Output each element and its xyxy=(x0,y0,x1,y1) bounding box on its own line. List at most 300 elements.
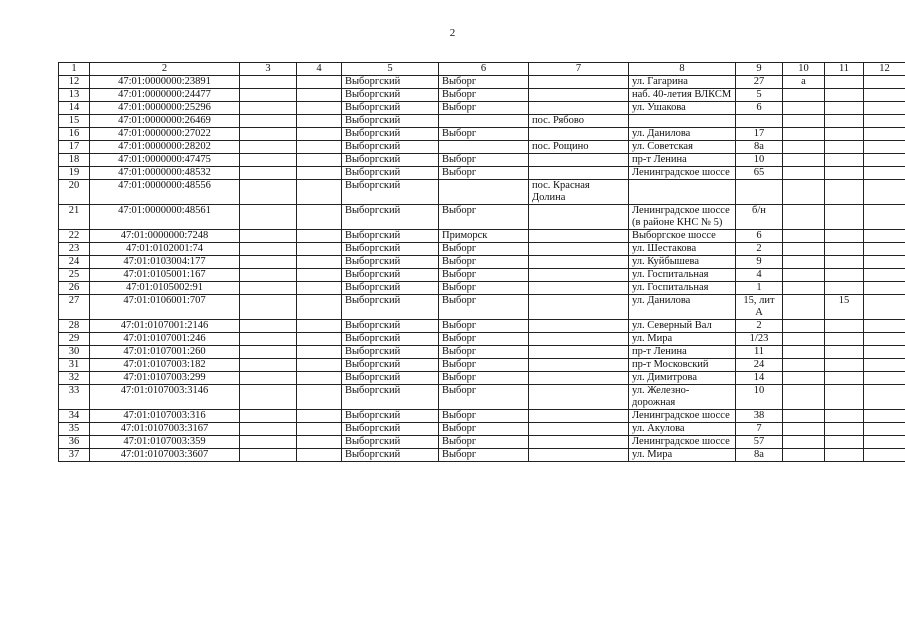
cell-col-4 xyxy=(297,243,342,256)
cell-street: ул. Данилова xyxy=(629,128,736,141)
cell-cadastral-number: 47:01:0107003:3167 xyxy=(90,423,240,436)
cell-col-11 xyxy=(825,423,864,436)
cell-street: Ленинградское шоссе (в районе КНС № 5) xyxy=(629,205,736,230)
cell-cadastral-number: 47:01:0000000:24477 xyxy=(90,89,240,102)
table-row xyxy=(59,243,905,256)
cell-street: ул. Данилова xyxy=(629,295,736,320)
cell-col-4 xyxy=(297,115,342,128)
cell-col-10 xyxy=(783,372,825,385)
cell-col-12 xyxy=(864,89,905,102)
cell-house-number: 6 xyxy=(736,230,783,243)
cell-col-11 xyxy=(825,372,864,385)
table-row xyxy=(59,282,905,295)
cell-col-12 xyxy=(864,256,905,269)
cell-house-number: 6 xyxy=(736,102,783,115)
cell-col-11 xyxy=(825,167,864,180)
cell-house-number: 7 xyxy=(736,423,783,436)
cell-col-12 xyxy=(864,359,905,372)
cell-cadastral-number: 47:01:0102001:74 xyxy=(90,243,240,256)
cell-col-10 xyxy=(783,154,825,167)
cell-col-10 xyxy=(783,282,825,295)
cell-locality xyxy=(529,243,629,256)
table-row xyxy=(59,115,905,128)
cell-col-4 xyxy=(297,385,342,410)
cell-col-12 xyxy=(864,333,905,346)
table-row xyxy=(59,230,905,243)
cell-col-10 xyxy=(783,410,825,423)
cell-col-11 xyxy=(825,89,864,102)
cell-col-4 xyxy=(297,167,342,180)
cell-cadastral-number: 47:01:0000000:23891 xyxy=(90,76,240,89)
cell-district: Выборгский xyxy=(342,154,439,167)
cell-row-number: 34 xyxy=(59,410,90,423)
cell-settlement: Выборг xyxy=(439,89,529,102)
cell-house-number: 38 xyxy=(736,410,783,423)
cell-street: ул. Госпитальная xyxy=(629,282,736,295)
cell-col-12 xyxy=(864,102,905,115)
table-header-row xyxy=(59,63,905,76)
cell-col-11: 15 xyxy=(825,295,864,320)
cell-locality xyxy=(529,230,629,243)
column-header-7: 7 xyxy=(529,63,629,76)
cell-col-3 xyxy=(240,282,297,295)
cell-col-10 xyxy=(783,436,825,449)
cell-cadastral-number: 47:01:0000000:7248 xyxy=(90,230,240,243)
table-row xyxy=(59,359,905,372)
table-row xyxy=(59,410,905,423)
cell-col-4 xyxy=(297,346,342,359)
cell-locality: пос. Рябово xyxy=(529,115,629,128)
cell-district: Выборгский xyxy=(342,333,439,346)
cell-col-4 xyxy=(297,89,342,102)
cell-cadastral-number: 47:01:0105001:167 xyxy=(90,269,240,282)
table-row xyxy=(59,167,905,180)
cell-row-number: 29 xyxy=(59,333,90,346)
cell-col-10 xyxy=(783,102,825,115)
table-row xyxy=(59,423,905,436)
table-row xyxy=(59,372,905,385)
cell-col-3 xyxy=(240,180,297,205)
cell-locality xyxy=(529,320,629,333)
cell-col-11 xyxy=(825,230,864,243)
table-row xyxy=(59,141,905,154)
cell-col-3 xyxy=(240,256,297,269)
cell-house-number: 10 xyxy=(736,154,783,167)
cell-street: ул. Железно-дорожная xyxy=(629,385,736,410)
cell-locality xyxy=(529,372,629,385)
table-row xyxy=(59,128,905,141)
cell-col-3 xyxy=(240,333,297,346)
cell-locality xyxy=(529,256,629,269)
cell-row-number: 27 xyxy=(59,295,90,320)
column-header-12: 12 xyxy=(864,63,905,76)
table-row xyxy=(59,333,905,346)
cell-house-number: 1 xyxy=(736,282,783,295)
cell-col-4 xyxy=(297,76,342,89)
cell-cadastral-number: 47:01:0000000:25296 xyxy=(90,102,240,115)
cell-col-11 xyxy=(825,76,864,89)
cell-col-10 xyxy=(783,180,825,205)
cell-district: Выборгский xyxy=(342,115,439,128)
cell-cadastral-number: 47:01:0000000:28202 xyxy=(90,141,240,154)
cell-col-4 xyxy=(297,102,342,115)
cell-col-10 xyxy=(783,320,825,333)
cell-street xyxy=(629,115,736,128)
cell-district: Выборгский xyxy=(342,436,439,449)
cell-locality xyxy=(529,282,629,295)
cell-street: ул. Советская xyxy=(629,141,736,154)
cell-row-number: 35 xyxy=(59,423,90,436)
cell-col-4 xyxy=(297,436,342,449)
cell-col-12 xyxy=(864,282,905,295)
cell-col-12 xyxy=(864,423,905,436)
cell-col-3 xyxy=(240,243,297,256)
table-row xyxy=(59,385,905,410)
cell-settlement: Выборг xyxy=(439,449,529,462)
cell-col-10 xyxy=(783,167,825,180)
cell-col-12 xyxy=(864,154,905,167)
cell-col-3 xyxy=(240,385,297,410)
cell-row-number: 33 xyxy=(59,385,90,410)
cell-col-11 xyxy=(825,410,864,423)
cell-row-number: 12 xyxy=(59,76,90,89)
cell-row-number: 31 xyxy=(59,359,90,372)
cell-district: Выборгский xyxy=(342,128,439,141)
cell-street: ул. Ушакова xyxy=(629,102,736,115)
column-header-11: 11 xyxy=(825,63,864,76)
cell-row-number: 24 xyxy=(59,256,90,269)
cell-col-11 xyxy=(825,154,864,167)
cell-col-11 xyxy=(825,269,864,282)
cell-locality xyxy=(529,385,629,410)
cell-settlement: Выборг xyxy=(439,102,529,115)
cell-locality xyxy=(529,423,629,436)
cell-district: Выборгский xyxy=(342,372,439,385)
cell-col-10 xyxy=(783,141,825,154)
cell-settlement xyxy=(439,115,529,128)
cell-locality xyxy=(529,205,629,230)
table-row xyxy=(59,205,905,230)
column-header-6: 6 xyxy=(439,63,529,76)
cell-col-3 xyxy=(240,295,297,320)
cell-house-number: 15, лит А xyxy=(736,295,783,320)
cell-col-11 xyxy=(825,333,864,346)
cell-locality: пос. Красная Долина xyxy=(529,180,629,205)
cell-locality xyxy=(529,167,629,180)
cell-col-3 xyxy=(240,102,297,115)
cell-col-4 xyxy=(297,282,342,295)
cell-street: ул. Мира xyxy=(629,449,736,462)
cell-col-10 xyxy=(783,333,825,346)
cell-col-11 xyxy=(825,243,864,256)
cell-col-4 xyxy=(297,372,342,385)
cell-col-12 xyxy=(864,410,905,423)
cell-street: ул. Северный Вал xyxy=(629,320,736,333)
cell-col-11 xyxy=(825,141,864,154)
cell-cadastral-number: 47:01:0107001:2146 xyxy=(90,320,240,333)
cell-settlement: Приморск xyxy=(439,230,529,243)
cell-house-number: 2 xyxy=(736,243,783,256)
cell-district: Выборгский xyxy=(342,76,439,89)
cell-col-12 xyxy=(864,346,905,359)
cell-street: ул. Госпитальная xyxy=(629,269,736,282)
cell-house-number: 14 xyxy=(736,372,783,385)
cell-col-10 xyxy=(783,423,825,436)
table-row xyxy=(59,180,905,205)
cell-col-4 xyxy=(297,449,342,462)
cell-district: Выборгский xyxy=(342,346,439,359)
cell-district: Выборгский xyxy=(342,269,439,282)
column-header-2: 2 xyxy=(90,63,240,76)
column-header-3: 3 xyxy=(240,63,297,76)
cell-col-4 xyxy=(297,141,342,154)
cell-settlement xyxy=(439,180,529,205)
cell-district: Выборгский xyxy=(342,282,439,295)
cell-street: ул. Гагарина xyxy=(629,76,736,89)
cell-col-3 xyxy=(240,269,297,282)
column-header-9: 9 xyxy=(736,63,783,76)
cell-col-10 xyxy=(783,295,825,320)
cell-settlement: Выборг xyxy=(439,359,529,372)
cell-street: пр-т Московский xyxy=(629,359,736,372)
cell-house-number: 2 xyxy=(736,320,783,333)
cell-col-12 xyxy=(864,295,905,320)
cell-row-number: 19 xyxy=(59,167,90,180)
cell-settlement: Выборг xyxy=(439,320,529,333)
cell-settlement: Выборг xyxy=(439,385,529,410)
cell-street: Ленинградское шоссе xyxy=(629,436,736,449)
cell-row-number: 36 xyxy=(59,436,90,449)
cell-cadastral-number: 47:01:0107003:299 xyxy=(90,372,240,385)
cell-district: Выборгский xyxy=(342,167,439,180)
table-row xyxy=(59,436,905,449)
cell-cadastral-number: 47:01:0000000:26469 xyxy=(90,115,240,128)
cell-locality xyxy=(529,128,629,141)
cell-house-number xyxy=(736,180,783,205)
column-header-5: 5 xyxy=(342,63,439,76)
cell-col-11 xyxy=(825,346,864,359)
cell-col-4 xyxy=(297,205,342,230)
cell-col-10 xyxy=(783,359,825,372)
cell-cadastral-number: 47:01:0107001:246 xyxy=(90,333,240,346)
cell-col-3 xyxy=(240,205,297,230)
cell-col-11 xyxy=(825,359,864,372)
cell-settlement: Выборг xyxy=(439,346,529,359)
cell-settlement: Выборг xyxy=(439,243,529,256)
cell-col-3 xyxy=(240,141,297,154)
cell-col-3 xyxy=(240,320,297,333)
cell-col-3 xyxy=(240,449,297,462)
cell-row-number: 32 xyxy=(59,372,90,385)
cell-col-11 xyxy=(825,282,864,295)
cell-locality xyxy=(529,295,629,320)
table-row xyxy=(59,256,905,269)
cell-settlement: Выборг xyxy=(439,269,529,282)
cell-settlement: Выборг xyxy=(439,154,529,167)
cell-col-3 xyxy=(240,436,297,449)
cell-district: Выборгский xyxy=(342,141,439,154)
cell-settlement: Выборг xyxy=(439,333,529,346)
cell-row-number: 16 xyxy=(59,128,90,141)
table-row xyxy=(59,449,905,462)
cell-street: ул. Димитрова xyxy=(629,372,736,385)
cell-row-number: 23 xyxy=(59,243,90,256)
cell-col-4 xyxy=(297,320,342,333)
cell-col-10 xyxy=(783,230,825,243)
cell-house-number: 8а xyxy=(736,449,783,462)
cell-cadastral-number: 47:01:0000000:47475 xyxy=(90,154,240,167)
cell-col-3 xyxy=(240,76,297,89)
cell-locality xyxy=(529,154,629,167)
cell-district: Выборгский xyxy=(342,320,439,333)
cell-col-12 xyxy=(864,449,905,462)
cell-district: Выборгский xyxy=(342,230,439,243)
cell-cadastral-number: 47:01:0106001:707 xyxy=(90,295,240,320)
cell-district: Выборгский xyxy=(342,243,439,256)
cell-col-3 xyxy=(240,359,297,372)
cell-house-number: 17 xyxy=(736,128,783,141)
cell-house-number: 10 xyxy=(736,385,783,410)
cell-district: Выборгский xyxy=(342,180,439,205)
cell-locality xyxy=(529,346,629,359)
cell-house-number: 11 xyxy=(736,346,783,359)
cell-col-10 xyxy=(783,205,825,230)
cell-cadastral-number: 47:01:0107003:316 xyxy=(90,410,240,423)
cell-col-12 xyxy=(864,372,905,385)
cell-col-4 xyxy=(297,230,342,243)
cell-district: Выборгский xyxy=(342,385,439,410)
column-header-10: 10 xyxy=(783,63,825,76)
cell-col-12 xyxy=(864,320,905,333)
cell-col-3 xyxy=(240,128,297,141)
cell-col-12 xyxy=(864,205,905,230)
cell-col-3 xyxy=(240,89,297,102)
cell-settlement: Выборг xyxy=(439,372,529,385)
cell-locality xyxy=(529,359,629,372)
cell-col-12 xyxy=(864,243,905,256)
column-header-8: 8 xyxy=(629,63,736,76)
cell-col-3 xyxy=(240,372,297,385)
cell-col-10 xyxy=(783,449,825,462)
cell-row-number: 26 xyxy=(59,282,90,295)
cell-row-number: 20 xyxy=(59,180,90,205)
cell-col-12 xyxy=(864,180,905,205)
cell-col-10 xyxy=(783,128,825,141)
cell-col-11 xyxy=(825,449,864,462)
cell-cadastral-number: 47:01:0000000:48561 xyxy=(90,205,240,230)
cell-locality xyxy=(529,333,629,346)
cell-col-11 xyxy=(825,128,864,141)
cell-col-12 xyxy=(864,76,905,89)
cell-col-10 xyxy=(783,243,825,256)
cell-district: Выборгский xyxy=(342,102,439,115)
cell-cadastral-number: 47:01:0107003:3146 xyxy=(90,385,240,410)
cell-cadastral-number: 47:01:0107003:3607 xyxy=(90,449,240,462)
cell-col-11 xyxy=(825,205,864,230)
cell-col-12 xyxy=(864,269,905,282)
cell-settlement: Выборг xyxy=(439,295,529,320)
cell-settlement xyxy=(439,141,529,154)
cell-col-10 xyxy=(783,89,825,102)
cell-street: Ленинградское шоссе xyxy=(629,410,736,423)
cell-col-10: а xyxy=(783,76,825,89)
cell-col-11 xyxy=(825,436,864,449)
cell-col-3 xyxy=(240,154,297,167)
cell-col-11 xyxy=(825,256,864,269)
cell-cadastral-number: 47:01:0103004:177 xyxy=(90,256,240,269)
cell-col-4 xyxy=(297,256,342,269)
cell-cadastral-number: 47:01:0107001:260 xyxy=(90,346,240,359)
cell-street: пр-т Ленина xyxy=(629,154,736,167)
table-row xyxy=(59,295,905,320)
cell-street: ул. Куйбышева xyxy=(629,256,736,269)
cell-district: Выборгский xyxy=(342,410,439,423)
cell-col-4 xyxy=(297,269,342,282)
cell-district: Выборгский xyxy=(342,423,439,436)
page-number: 2 xyxy=(449,27,456,39)
column-header-1: 1 xyxy=(59,63,90,76)
table-row xyxy=(59,320,905,333)
cell-col-4 xyxy=(297,410,342,423)
cell-col-11 xyxy=(825,180,864,205)
cell-settlement: Выборг xyxy=(439,256,529,269)
cell-row-number: 25 xyxy=(59,269,90,282)
cell-locality xyxy=(529,102,629,115)
cell-house-number: 65 xyxy=(736,167,783,180)
cell-street xyxy=(629,180,736,205)
cell-locality xyxy=(529,449,629,462)
cell-locality xyxy=(529,436,629,449)
cell-house-number: 27 xyxy=(736,76,783,89)
cell-settlement: Выборг xyxy=(439,205,529,230)
cell-row-number: 30 xyxy=(59,346,90,359)
cell-house-number: б/н xyxy=(736,205,783,230)
column-header-4: 4 xyxy=(297,63,342,76)
cell-col-4 xyxy=(297,333,342,346)
cell-street: ул. Акулова xyxy=(629,423,736,436)
property-registry-table xyxy=(58,62,905,462)
cell-cadastral-number: 47:01:0000000:48556 xyxy=(90,180,240,205)
cell-row-number: 13 xyxy=(59,89,90,102)
cell-house-number: 8а xyxy=(736,141,783,154)
cell-house-number: 24 xyxy=(736,359,783,372)
table-row xyxy=(59,89,905,102)
cell-row-number: 22 xyxy=(59,230,90,243)
cell-col-4 xyxy=(297,359,342,372)
cell-row-number: 17 xyxy=(59,141,90,154)
cell-district: Выборгский xyxy=(342,295,439,320)
cell-settlement: Выборг xyxy=(439,423,529,436)
cell-row-number: 14 xyxy=(59,102,90,115)
cell-col-3 xyxy=(240,167,297,180)
cell-house-number: 5 xyxy=(736,89,783,102)
cell-cadastral-number: 47:01:0000000:48532 xyxy=(90,167,240,180)
cell-settlement: Выборг xyxy=(439,436,529,449)
cell-col-10 xyxy=(783,269,825,282)
cell-col-12 xyxy=(864,128,905,141)
table-row xyxy=(59,269,905,282)
cell-col-10 xyxy=(783,385,825,410)
cell-street: Выборгское шоссе xyxy=(629,230,736,243)
cell-col-3 xyxy=(240,410,297,423)
cell-cadastral-number: 47:01:0107003:182 xyxy=(90,359,240,372)
cell-col-11 xyxy=(825,102,864,115)
cell-district: Выборгский xyxy=(342,89,439,102)
cell-settlement: Выборг xyxy=(439,167,529,180)
cell-settlement: Выборг xyxy=(439,410,529,423)
cell-col-10 xyxy=(783,346,825,359)
cell-col-11 xyxy=(825,385,864,410)
